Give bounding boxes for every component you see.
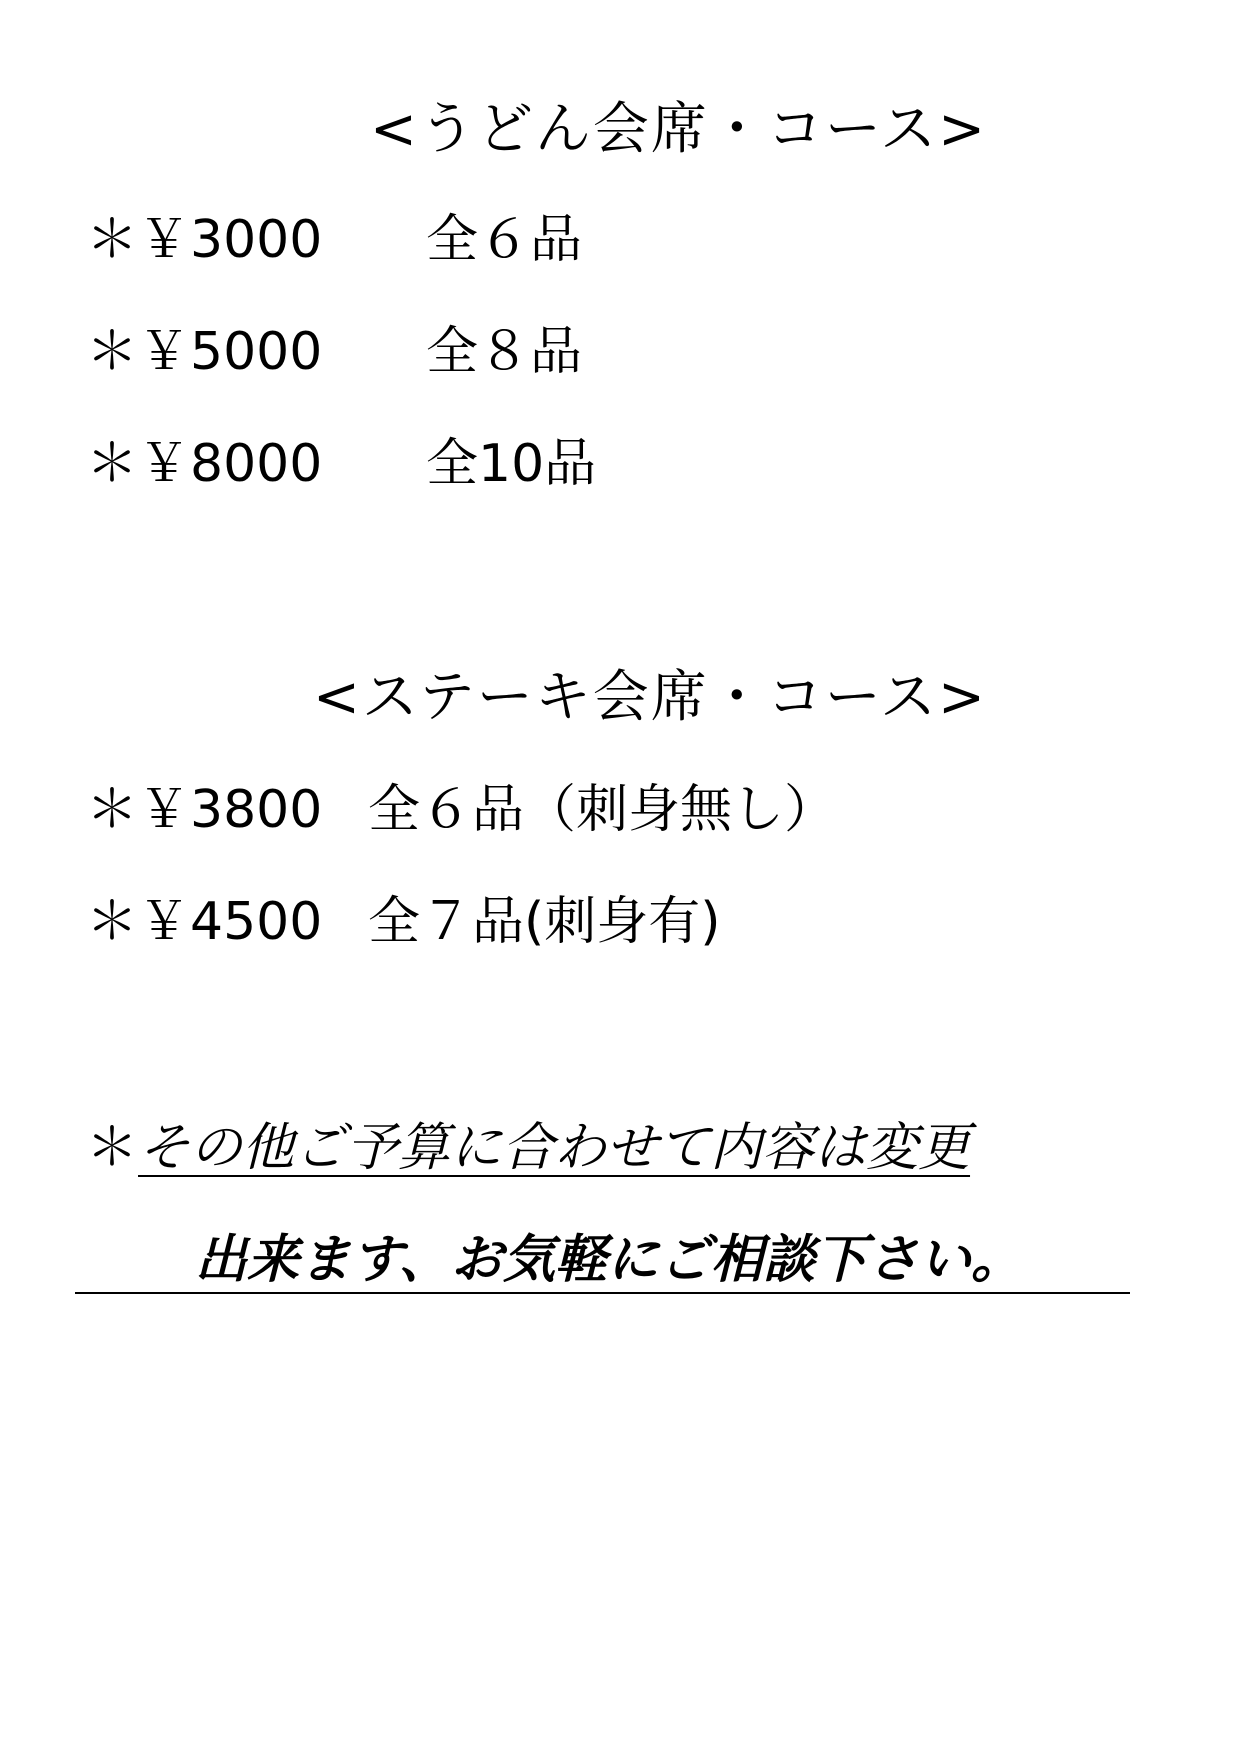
note-text-1: その他ご予算に合わせて内容は変更 [138,1118,971,1178]
item-price: ＊￥5000 [86,322,323,382]
item-price: ＊￥3800 [86,780,323,840]
item-price: ＊￥3000 [86,210,323,270]
steak-item-3800 [86,780,986,840]
steak-item-4500 [86,892,986,952]
udon-item-8000 [86,434,786,494]
item-count: 全６品 [426,210,583,270]
item-count: 全６品（刺身無し） [368,780,837,840]
note-bullet: ＊ [86,1118,139,1178]
item-count: 全10品 [426,434,597,494]
udon-course-heading: <うどん会席・コース> [370,97,988,162]
item-price: ＊￥8000 [86,434,323,494]
steak-course-heading: <ステーキ会席・コース> [313,665,987,730]
item-price: ＊￥4500 [86,892,323,952]
item-count: 全８品 [426,322,583,382]
udon-item-5000 [86,322,786,382]
note-text-2: 出来ます、お気軽にご相談下さい。 [195,1230,1023,1290]
udon-item-3000 [86,210,786,270]
note-line-2 [195,1228,1095,1292]
note-line-1 [86,1116,1086,1180]
note-underline [75,1292,1130,1294]
item-count: 全７品(刺身有) [368,892,721,952]
